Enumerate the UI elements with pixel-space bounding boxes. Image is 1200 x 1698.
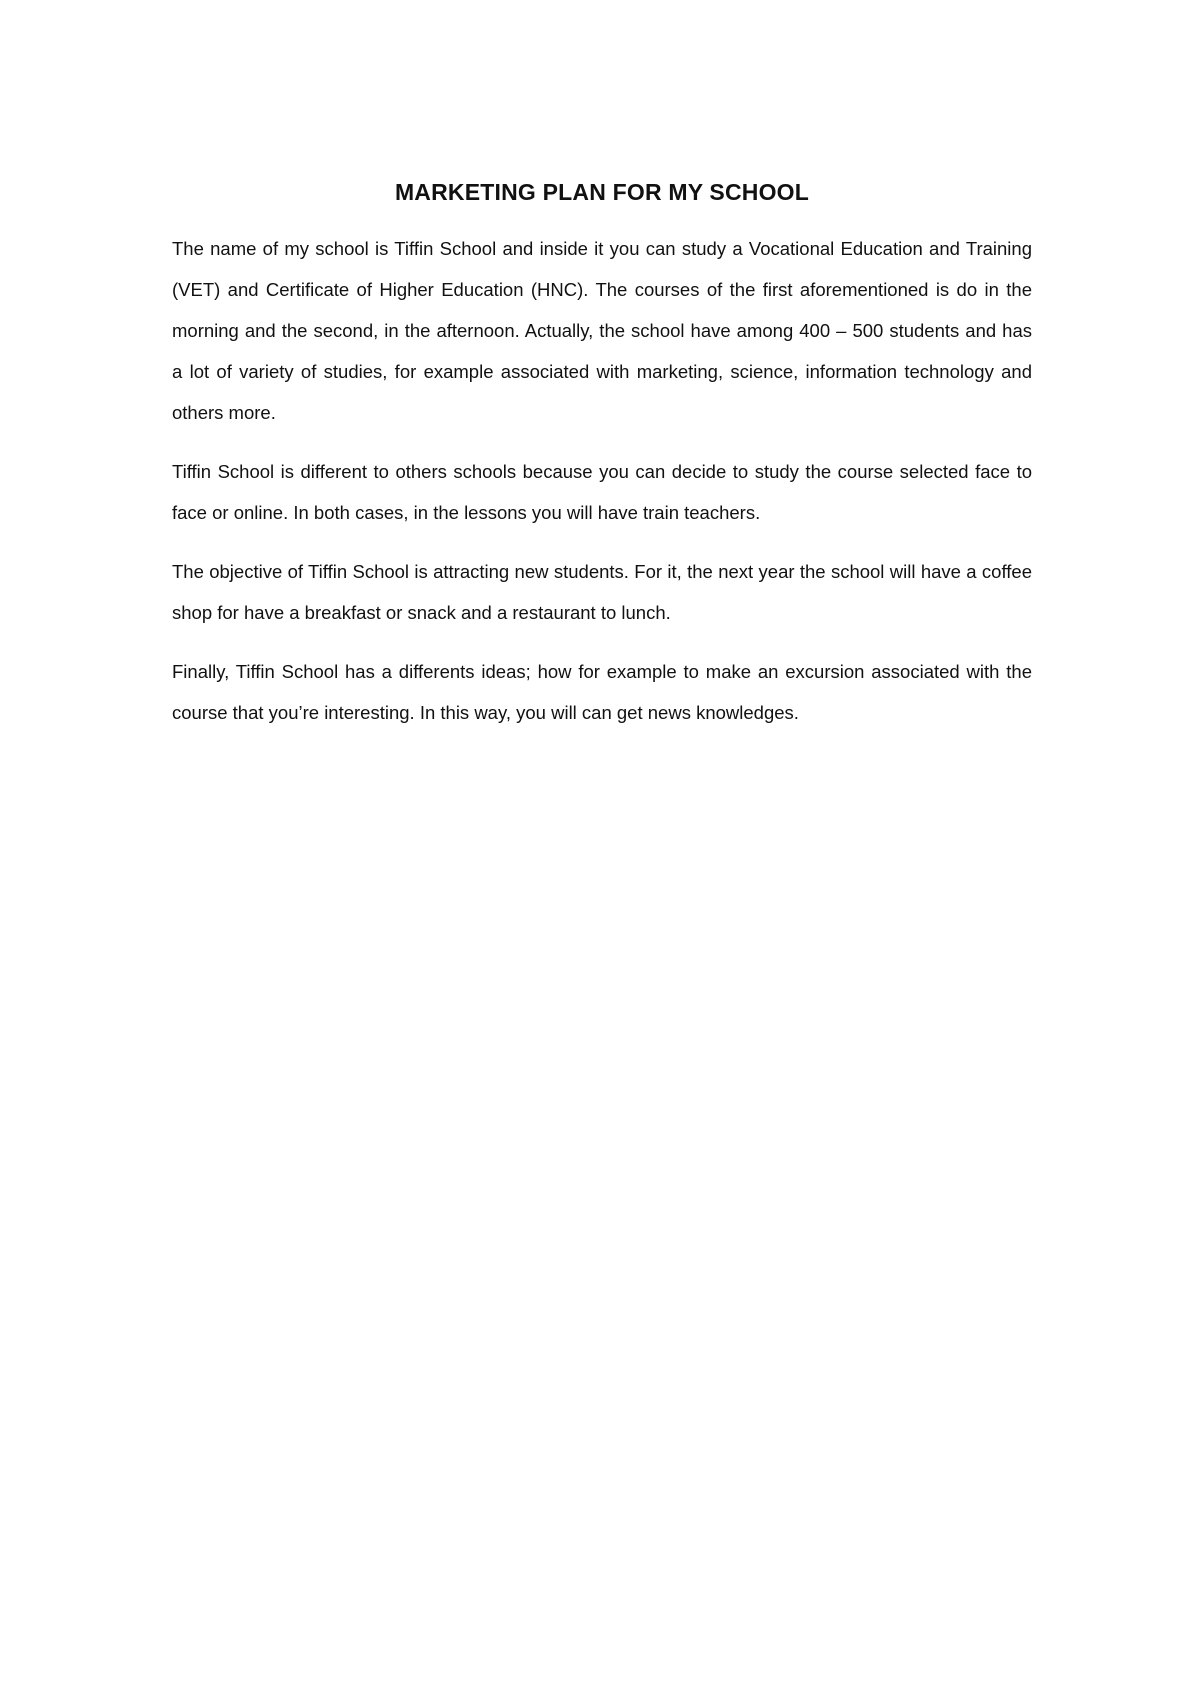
paragraph-ideas: Finally, Tiffin School has a differents ideas; how for example to make an excursion associated with the course that you’re interesting. In this way, you will can get news knowledges. — [172, 661, 1032, 723]
paragraph-objective: The objective of Tiffin School is attracting new students. For it, the next year the school will have a coffee shop for have a breakfast or snack and a restaurant to lunch. — [172, 561, 1032, 623]
paragraph-study-modes: Tiffin School is different to others schools because you can decide to study the course selected face to face or online. In both cases, in the lessons you will have train teachers. — [172, 461, 1032, 523]
document-body — [172, 172, 1032, 751]
paragraph-school-overview: The name of my school is Tiffin School and inside it you can study a Vocational Education and Training (VET) and Certificate of Higher Education (HNC). The courses of the first aforementioned is do in the morning and the second, in the afternoon. Actually, the school have among 400 – 500 students and has a lot of variety of studies, for example associated with marketing, science, information technology and others more. — [172, 238, 1032, 423]
document-title: MARKETING PLAN FOR MY SCHOOL — [394, 179, 810, 205]
